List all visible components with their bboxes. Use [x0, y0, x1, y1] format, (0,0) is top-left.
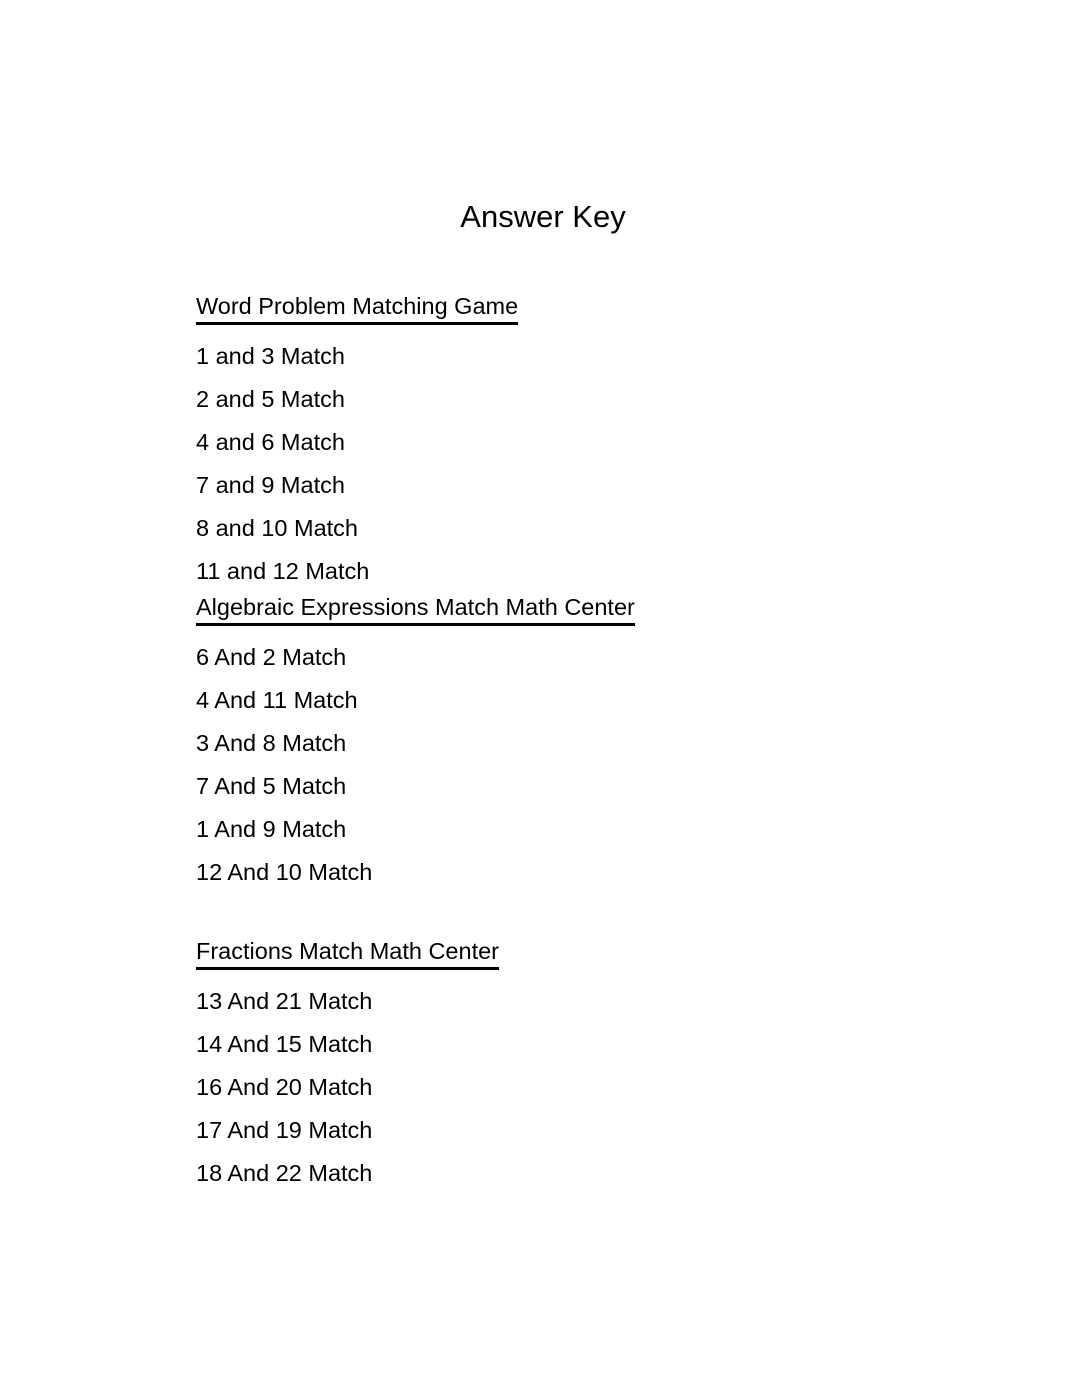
- answer-item: 12 And 10 Match: [196, 859, 373, 885]
- section-heading: Algebraic Expressions Match Math Center: [196, 593, 635, 626]
- answer-item: 13 And 21 Match: [196, 988, 373, 1014]
- answer-item: 6 And 2 Match: [196, 644, 347, 670]
- answer-item: 11 and 12 Match: [196, 558, 370, 584]
- answer-item: 1 And 9 Match: [196, 816, 347, 842]
- answer-item: 8 and 10 Match: [196, 515, 358, 541]
- answer-item: 1 and 3 Match: [196, 343, 345, 369]
- section-algebraic-expressions: [196, 593, 896, 894]
- answer-item: 2 and 5 Match: [196, 386, 345, 412]
- answer-list: [196, 980, 896, 1195]
- answer-item: 4 And 11 Match: [196, 687, 358, 713]
- answer-key-content: [196, 292, 896, 1195]
- answer-item: 3 And 8 Match: [196, 730, 347, 756]
- section-heading: Word Problem Matching Game: [196, 292, 518, 325]
- answer-item: 18 And 22 Match: [196, 1160, 373, 1186]
- section-heading: Fractions Match Math Center: [196, 937, 499, 970]
- page-title: Answer Key: [460, 199, 626, 234]
- answer-item: 16 And 20 Match: [196, 1074, 373, 1100]
- answer-item: 7 And 5 Match: [196, 773, 347, 799]
- section-spacer: [196, 894, 896, 937]
- answer-item: 17 And 19 Match: [196, 1117, 373, 1143]
- section-word-problem: [196, 292, 896, 593]
- answer-list: [196, 636, 896, 894]
- section-fractions: [196, 937, 896, 1195]
- answer-item: 4 and 6 Match: [196, 429, 345, 455]
- answer-item: 14 And 15 Match: [196, 1031, 373, 1057]
- answer-list: [196, 335, 896, 593]
- answer-item: 7 and 9 Match: [196, 472, 345, 498]
